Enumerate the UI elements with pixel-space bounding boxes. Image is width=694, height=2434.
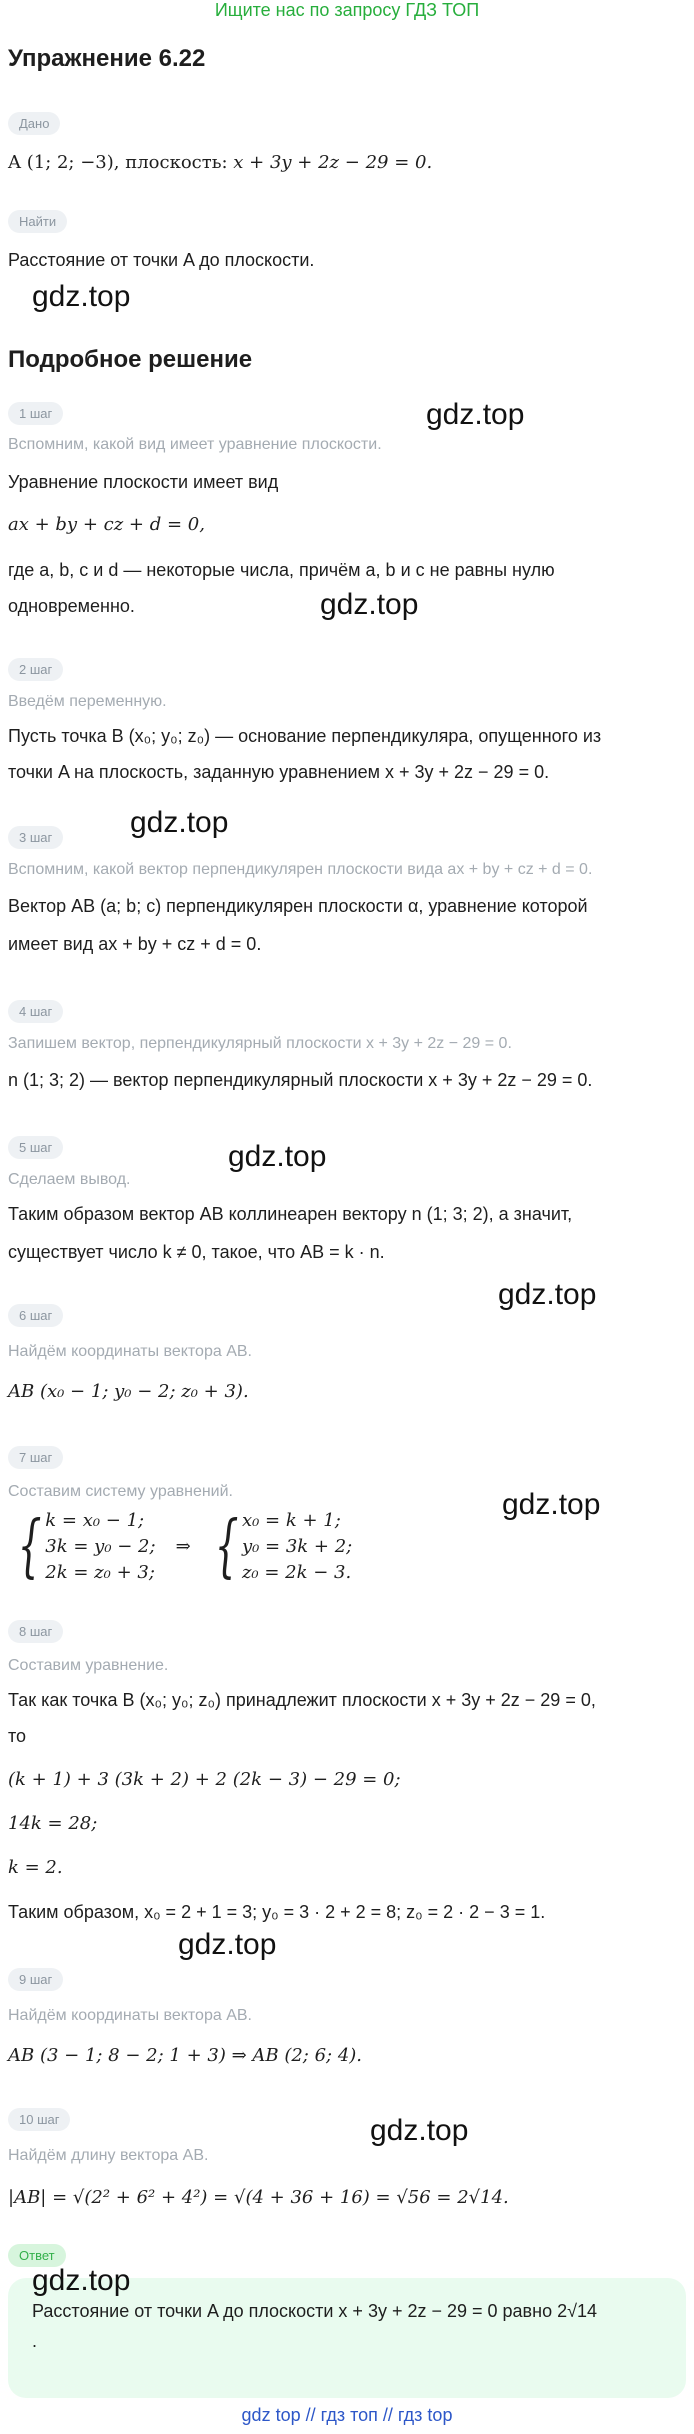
step-8-line: k = 2. xyxy=(8,1857,63,1878)
step-8-line: то xyxy=(8,1726,27,1746)
step-6-hint: Найдём координаты вектора AB. xyxy=(8,1343,252,1360)
step-8-line: (k + 1) + 3 (3k + 2) + 2 (2k − 3) − 29 = 0; xyxy=(8,1769,401,1790)
step-3-hint: Вспомним, какой вектор перпендикулярен плоскости вида ax + by + cz + d = 0. xyxy=(8,861,593,878)
find-text: Расстояние от точки A до плоскости. xyxy=(8,250,315,270)
step-1-line: одновременно. xyxy=(8,596,135,616)
footer-links[interactable]: gdz top // гдз топ // гдз top xyxy=(241,2405,453,2425)
step-8-line: 14k = 28; xyxy=(8,1813,98,1834)
step-7-system: { k = x₀ − 1; 3k = y₀ − 2; 2k = z₀ + 3; ⇒ { x₀ = k + 1; y₀ = 3k + 2; z₀ = 2k − 3. xyxy=(17,1507,353,1586)
answer-chip: Ответ xyxy=(8,2244,66,2267)
solution-title: Подробное решение xyxy=(8,346,253,373)
watermark: gdz.top xyxy=(228,1140,327,1173)
watermark: gdz.top xyxy=(32,280,131,313)
step-2-chip: 2 шаг xyxy=(8,658,63,681)
step-3-chip: 3 шаг xyxy=(8,826,63,849)
step-8-chip: 8 шаг xyxy=(8,1620,63,1643)
step-5-chip: 5 шаг xyxy=(8,1136,63,1159)
step-8-line: Таким образом, x₀ = 2 + 1 = 3; y₀ = 3 · 2 + 2 = 8; z₀ = 2 · 2 − 3 = 1. xyxy=(8,1902,546,1922)
step-10-line: |AB| = √(2² + 6² + 4²) = √(4 + 36 + 16) = √56 = 2√14. xyxy=(8,2187,509,2208)
step-1-chip: 1 шаг xyxy=(8,402,63,425)
step-4-hint: Запишем вектор, перпендикулярный плоскости x + 3y + 2z − 29 = 0. xyxy=(8,1035,512,1052)
answer-text: Расстояние от точки A до плоскости x + 3y + 2z − 29 = 0 равно 2√14 . xyxy=(32,2301,597,2351)
watermark: gdz.top xyxy=(178,1928,277,1961)
watermark: gdz.top xyxy=(370,2114,469,2147)
step-8-hint: Составим уравнение. xyxy=(8,1657,169,1674)
step-2-line: Пусть точка B (x₀; y₀; z₀) — основание перпендикуляра, опущенного из xyxy=(8,726,602,746)
step-5-line: существует число k ≠ 0, такое, что AB = k · n. xyxy=(8,1242,385,1262)
step-4-chip: 4 шаг xyxy=(8,1000,63,1023)
watermark: gdz.top xyxy=(130,806,229,839)
step-1-line: где a, b, c и d — некоторые числа, причём a, b и c не равны нулю xyxy=(8,560,555,580)
watermark: gdz.top xyxy=(498,1278,597,1311)
step-1-hint: Вспомним, какой вид имеет уравнение плоскости. xyxy=(8,436,382,453)
step-5-line: Таким образом вектор AB коллинеарен вектору n (1; 3; 2), а значит, xyxy=(8,1204,573,1224)
step-3-line: имеет вид ax + by + cz + d = 0. xyxy=(8,934,262,954)
step-10-chip: 10 шаг xyxy=(8,2108,70,2131)
step-10-hint: Найдём длину вектора AB. xyxy=(8,2147,209,2164)
step-3-line: Вектор AB (a; b; c) перпендикулярен плоскости α, уравнение которой xyxy=(8,896,588,916)
step-2-hint: Введём переменную. xyxy=(8,693,167,710)
watermark: gdz.top xyxy=(320,588,419,621)
find-chip: Найти xyxy=(8,210,67,233)
page-title: Упражнение 6.22 xyxy=(8,45,206,72)
step-9-chip: 9 шаг xyxy=(8,1968,63,1991)
watermark: gdz.top xyxy=(32,2264,131,2297)
step-6-chip: 6 шаг xyxy=(8,1304,63,1327)
given-chip: Дано xyxy=(8,112,60,135)
step-8-line: Так как точка B (x₀; y₀; z₀) принадлежит плоскости x + 3y + 2z − 29 = 0, xyxy=(8,1690,596,1710)
step-6-line: AB (x₀ − 1; y₀ − 2; z₀ + 3). xyxy=(8,1381,249,1402)
step-7-chip: 7 шаг xyxy=(8,1446,63,1469)
step-1-line: Уравнение плоскости имеет вид xyxy=(8,472,279,492)
top-search-link[interactable]: Ищите нас по запросу ГДЗ ТОП xyxy=(214,0,480,20)
given-text: A (1; 2; −3), плоскость: x + 3y + 2z − 29 = 0. xyxy=(8,152,433,173)
watermark: gdz.top xyxy=(502,1488,601,1521)
step-1-line: ax + by + cz + d = 0, xyxy=(8,514,205,535)
watermark: gdz.top xyxy=(426,398,525,431)
step-9-hint: Найдём координаты вектора AB. xyxy=(8,2007,252,2024)
step-2-line: точки A на плоскость, заданную уравнением x + 3y + 2z − 29 = 0. xyxy=(8,762,550,782)
step-7-hint: Составим систему уравнений. xyxy=(8,1483,233,1500)
step-4-line: n (1; 3; 2) — вектор перпендикулярный плоскости x + 3y + 2z − 29 = 0. xyxy=(8,1070,593,1090)
step-9-line: AB (3 − 1; 8 − 2; 1 + 3) ⇒ AB (2; 6; 4). xyxy=(8,2045,363,2066)
step-5-hint: Сделаем вывод. xyxy=(8,1171,131,1188)
